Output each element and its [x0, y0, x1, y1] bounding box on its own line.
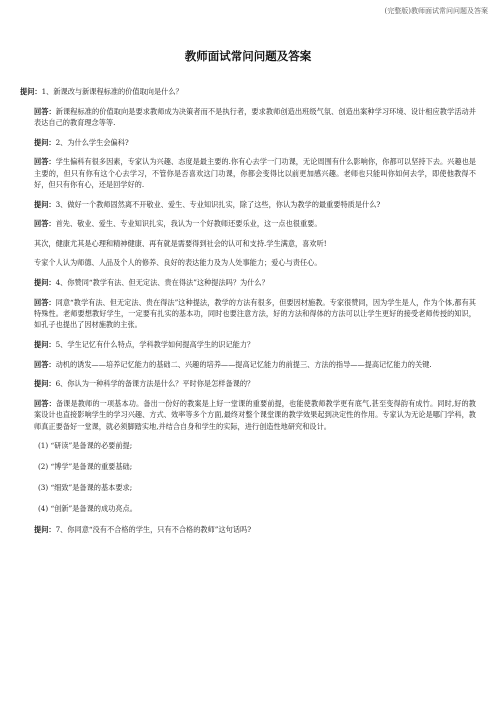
list-item: (1) “研读”是备课的必要前提; — [38, 441, 133, 451]
question-label: 提问 — [20, 87, 35, 96]
page-title: 教师面试常问问题及答案 — [184, 49, 312, 63]
answer-label: 回答 — [34, 219, 49, 229]
answer-text: 动机的诱发——培养记忆能力的基础二、兴趣的培养——提高记忆能力的前提三、方法的指导——提高记忆能力的关键. — [55, 359, 432, 369]
list-item: (2) “博学”是备课的重要基础; — [38, 462, 133, 472]
question-3: 提问：3、做好一个教师固然离不开敬业、爱生、专业知识扎实，除了这些，你认为教学的最重要特质是什么? — [34, 199, 381, 209]
question-4: 提问：4、你赞同“教学有法、但无定法、贵在得法”这种提法吗？为什么？ — [34, 277, 269, 287]
answer-label: 回答 — [34, 398, 49, 408]
question-text: 3、做好一个教师固然离不开敬业、爱生、专业知识扎实，除了这些，你认为教学的最重要特质是什么? — [55, 199, 381, 209]
question-2: 提问：2、为什么学生会偏科? — [34, 137, 129, 147]
list-item: (4) “创新”是备课的成功亮点。 — [38, 504, 137, 514]
answer-text: 学生偏科有很多因素，专家认为兴趣、态度是最主要的.你有心去学一门功课，无论周围有什么影响你，你都可以坚持下去。兴趣也是主要的，但只有你有这个心去学习，不管你是否喜欢这门功课，你都会变得比以前更加感兴趣。老师也只能叫你如何去学，即使他教得不好，但只有你有心，还是回学好的. — [34, 157, 476, 189]
answer-text: 新课程标准的价值取向是要求教师成为决策者而不是执行者，要求教师创造出班级气氛、创造出案种学习环境、设计相应教学活动并表达自己的教育理念等等. — [34, 106, 476, 127]
answer-label: 回答 — [34, 297, 49, 307]
answer-4: 回答：同意“教学有法、但无定法、贵在得法”这种提法，教学的方法有很多，但要因材施教。专家很赞同，因为学生是人，作为个体,都有其特殊性。老师要想教好学生，一定要有扎实的基本功，同时也要注意方法，好的方法和得体的方法可以让学生更好的接受老师传授的知识，如孔子也提出了因材施教的主张。 — [34, 297, 476, 330]
question-text: 6、你认为一种科学的备课方法是什么？平时你是怎样备课的？ — [55, 379, 255, 389]
document-body — [20, 86, 476, 544]
question-text: 7、你同意“没有不合格的学生，只有不合格的教师”这句话吗? — [55, 525, 252, 535]
answer-5: 回答：动机的诱发——培养记忆能力的基础二、兴趣的培养——提高记忆能力的前提三、方法的指导——提高记忆能力的关键. — [34, 359, 432, 369]
question-text: 4、你赞同“教学有法、但无定法、贵在得法”这种提法吗？为什么？ — [55, 277, 269, 287]
question-1: 提问：1、新课改与新课程标准的价值取向是什么？ — [20, 87, 183, 96]
question-text: 2、为什么学生会偏科? — [55, 137, 129, 147]
list-item: (3) “细致”是备课的基本要求; — [38, 483, 133, 493]
question-7: 提问：7、你同意“没有不合格的学生，只有不合格的教师”这句话吗? — [34, 525, 252, 535]
question-text: 1、新课改与新课程标准的价值取向是什么？ — [41, 87, 183, 96]
answer-label: 回答 — [34, 157, 49, 167]
question-label: 提问 — [34, 525, 49, 535]
answer-3-extra-2: 专家个人认为师德、人品及个人的修养、良好的表达能力及为人处事能力；爱心与责任心。 — [34, 258, 322, 268]
answer-text: 首先、敬业、爱生、专业知识扎实，我认为一个好教师还要乐业，这一点也很重要。 — [55, 219, 322, 229]
header-note: (完整版)教师面试常问问题及答案 — [384, 7, 488, 15]
answer-3: 回答：首先、敬业、爱生、专业知识扎实，我认为一个好教师还要乐业，这一点也很重要。 — [34, 219, 322, 229]
question-label: 提问 — [34, 277, 49, 287]
question-label: 提问 — [34, 339, 49, 349]
question-label: 提问 — [34, 137, 49, 147]
answer-label: 回答 — [34, 359, 49, 369]
answer-label: 回答 — [34, 106, 49, 116]
question-label: 提问 — [34, 379, 49, 389]
answer-3-extra-1: 其次，健康尤其是心理和精神健康、再有就是需要得到社会的认可和支持.学生满意，喜欢听! — [34, 238, 327, 248]
answer-text: 同意“教学有法、但无定法、贵在得法”这种提法，教学的方法有很多，但要因材施教。专家很赞同，因为学生是人，作为个体,都有其特殊性。老师要想教好学生，一定要有扎实的基本功，同时也要注意方法，好的方法和得体的方法可以让学生更好的接受老师传授的知识，如孔子也提出了因材施教的主张。 — [34, 297, 476, 330]
answer-1: 回答：新课程标准的价值取向是要求教师成为决策者而不是执行者，要求教师创造出班级气氛、创造出案种学习环境、设计相应教学活动并表达自己的教育理念等等. — [34, 106, 476, 127]
question-6: 提问：6、你认为一种科学的备课方法是什么？平时你是怎样备课的？ — [34, 379, 255, 389]
answer-2: 回答：学生偏科有很多因素，专家认为兴趣、态度是最主要的.你有心去学一门功课，无论周围有什么影响你，你都可以坚持下去。兴趣也是主要的，但只有你有这个心去学习，不管你是否喜欢这门功课，你都会变得比以前更加感兴趣。老师也只能叫你如何去学，即使他教得不好，但只有你有心，还是回学好的. — [34, 157, 476, 189]
answer-text: 备课是教师的一项基本功。备出一份好的教案是上好一堂课的重要前提，也能使教师教学更有底气,甚至变得韵有成竹。同时,好的教案设计也直接影响学生的学习兴趣、方式、效率等多个方面,最终对整个课堂课的教学效果起到决定性的作用。专家认为无论是哪门学科，教师真正要备好一堂课，就必须脚踏实地,并结合自身和学生的实际，进行创造性地研究和设计。 — [34, 398, 476, 431]
question-5: 提问：5、学生记忆有什么特点，学科教学如何提高学生的识记能力？ — [34, 339, 255, 349]
answer-6: 回答：备课是教师的一项基本功。备出一份好的教案是上好一堂课的重要前提，也能使教师教学更有底气,甚至变得韵有成竹。同时,好的教案设计也直接影响学生的学习兴趣、方式、效率等多个方面,最终对整个课堂课的教学效果起到决定性的作用。专家认为无论是哪门学科，教师真正要备好一堂课，就必须脚踏实地,并结合自身和学生的实际，进行创造性地研究和设计。 — [34, 398, 476, 431]
question-label: 提问 — [34, 199, 49, 209]
question-text: 5、学生记忆有什么特点，学科教学如何提高学生的识记能力？ — [55, 339, 255, 349]
